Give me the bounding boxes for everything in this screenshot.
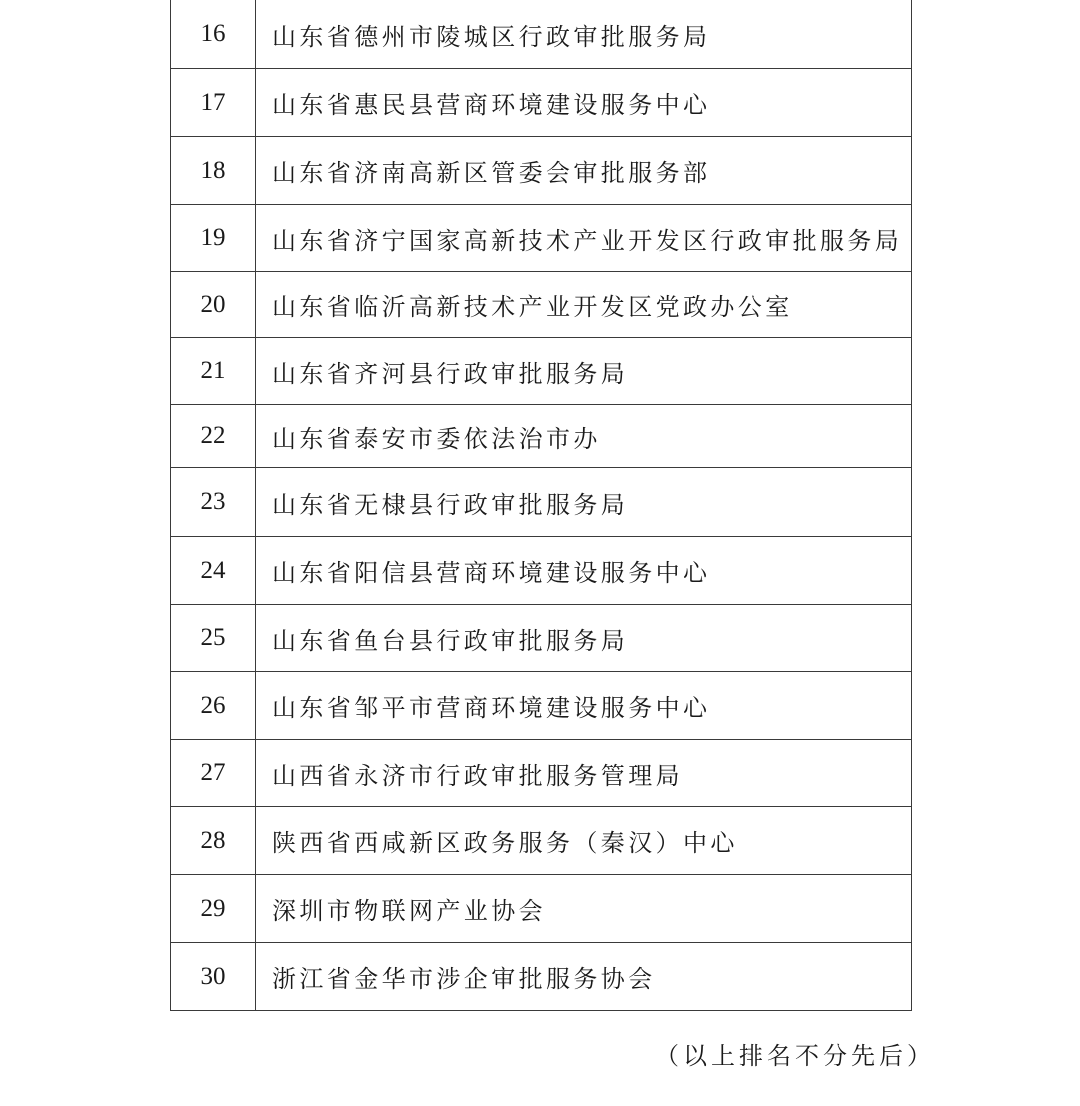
- organization-name: 陕西省西咸新区政务服务（秦汉）中心: [256, 807, 912, 875]
- row-number: 19: [171, 205, 256, 272]
- table-row: [171, 875, 912, 943]
- row-number: 16: [171, 0, 256, 69]
- table-row: [171, 205, 912, 272]
- row-number: 17: [171, 69, 256, 137]
- organization-name: 山东省无棣县行政审批服务局: [256, 468, 912, 537]
- organization-name: 山东省惠民县营商环境建设服务中心: [256, 69, 912, 137]
- table-row: [171, 740, 912, 807]
- row-number: 27: [171, 740, 256, 807]
- table-row: [171, 338, 912, 405]
- organization-name: 山东省泰安市委依法治市办: [256, 405, 912, 468]
- organization-name: 山东省鱼台县行政审批服务局: [256, 605, 912, 672]
- row-number: 24: [171, 537, 256, 605]
- row-number: 23: [171, 468, 256, 537]
- row-number: 26: [171, 672, 256, 740]
- organization-name: 浙江省金华市涉企审批服务协会: [256, 943, 912, 1011]
- organization-name: 山东省德州市陵城区行政审批服务局: [256, 0, 912, 69]
- table-row: [171, 537, 912, 605]
- row-number: 29: [171, 875, 256, 943]
- table-row: [171, 605, 912, 672]
- organization-name: 深圳市物联网产业协会: [256, 875, 912, 943]
- ranking-footnote: （以上排名不分先后）: [655, 1042, 935, 1070]
- table-row: [171, 943, 912, 1011]
- organization-name: 山东省齐河县行政审批服务局: [256, 338, 912, 405]
- organization-name: 山东省济南高新区管委会审批服务部: [256, 137, 912, 205]
- organization-name: 山东省济宁国家高新技术产业开发区行政审批服务局: [256, 205, 912, 272]
- row-number: 20: [171, 272, 256, 338]
- table-row: [171, 69, 912, 137]
- organization-name: 山东省邹平市营商环境建设服务中心: [256, 672, 912, 740]
- table-row: [171, 807, 912, 875]
- row-number: 22: [171, 405, 256, 468]
- row-number: 28: [171, 807, 256, 875]
- row-number: 30: [171, 943, 256, 1011]
- row-number: 25: [171, 605, 256, 672]
- table-row: [171, 405, 912, 468]
- table-row: [171, 672, 912, 740]
- organization-name: 山东省临沂高新技术产业开发区党政办公室: [256, 272, 912, 338]
- table-row: [171, 137, 912, 205]
- table-row: [171, 468, 912, 537]
- row-number: 18: [171, 137, 256, 205]
- table-row: [171, 272, 912, 338]
- table-row: [171, 0, 912, 69]
- organization-name: 山东省阳信县营商环境建设服务中心: [256, 537, 912, 605]
- organization-list-table: [170, 0, 912, 1011]
- row-number: 21: [171, 338, 256, 405]
- organization-name: 山西省永济市行政审批服务管理局: [256, 740, 912, 807]
